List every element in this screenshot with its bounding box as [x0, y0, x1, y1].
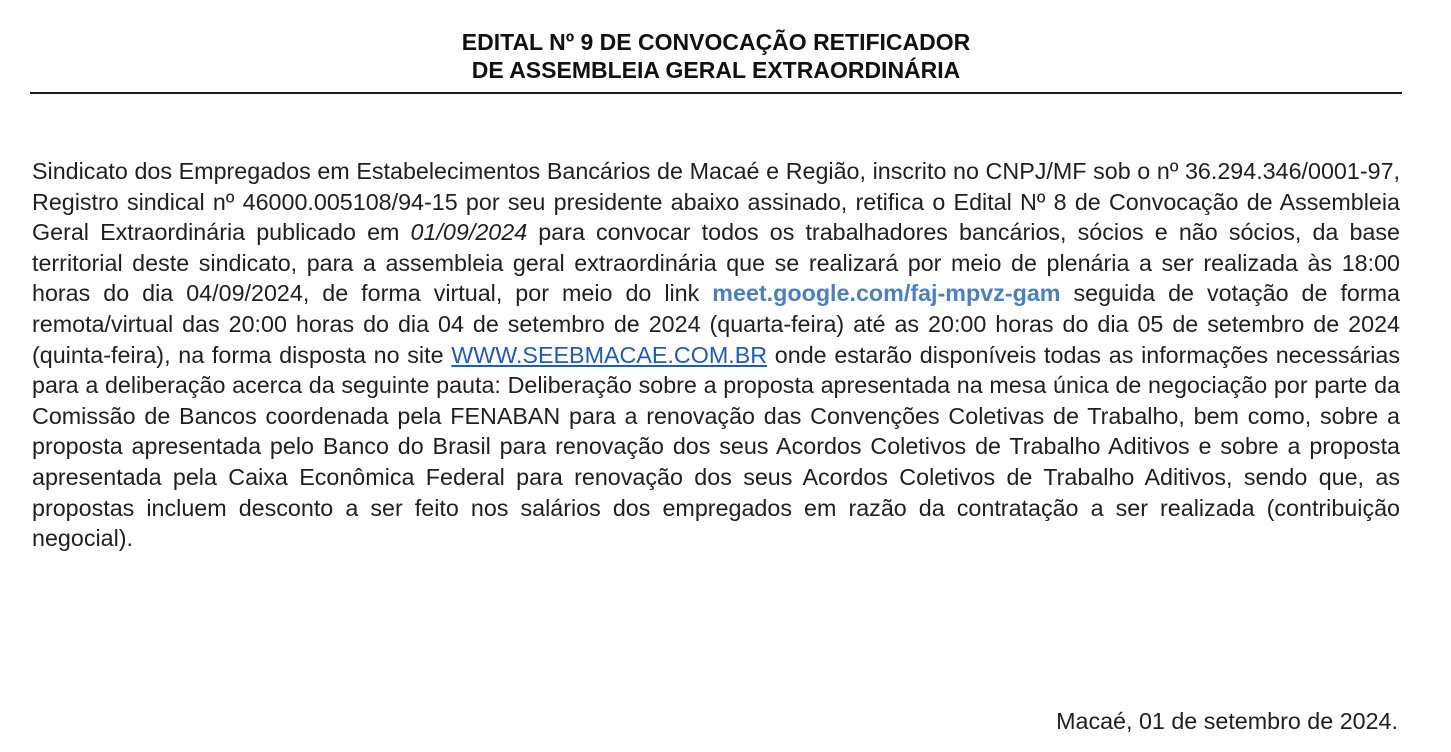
- title-divider: [30, 92, 1402, 94]
- title-line-2: DE ASSEMBLEIA GERAL EXTRAORDINÁRIA: [471, 57, 961, 83]
- document-title: [30, 28, 1402, 84]
- body-segment-1: Sindicato dos Empregados em Estabelecimentos Bancários de Macaé e Região, inscrito no CNPJ/MF sob o nº 36.294.346/0001-97, Registro sindical nº 46000.005108/94-15 por seu presidente abaixo assinado, retifica o Edital Nº 8 de Convocação de Assembleia Geral Extraordinária publicado em: [32, 158, 1400, 246]
- title-line-1: EDITAL Nº 9 DE CONVOCAÇÃO RETIFICADOR: [461, 29, 971, 55]
- body-segment-3: seguida de votação de forma remota/virtual das 20:00 horas do dia 04 de setembro de 2024 (quarta-feira) até as 20:00 horas do dia 05 de setembro de 2024 (quinta-feira), na forma disposta no site: [32, 280, 1400, 368]
- body-segment-2: para convocar todos os trabalhadores bancários, sócios e não sócios, da base territorial deste sindicato, para a assembleia geral extraordinária que se realizará por meio de plenária a ser realizada às 18:00 horas do dia 04/09/2024, de forma virtual, por meio do link: [32, 219, 1400, 307]
- meet-link[interactable]: meet.google.com/faj-mpvz-gam: [712, 280, 1061, 307]
- site-link[interactable]: WWW.SEEBMACAE.COM.BR: [451, 341, 768, 368]
- place-date: Macaé, 01 de setembro de 2024.: [1056, 708, 1398, 734]
- body-segment-4: onde estarão disponíveis todas as informações necessárias para a deliberação acerca da seguinte pauta: Deliberação sobre a proposta apresentada na mesa única de negociação por parte da Comissão de Bancos coordenada pela FENABAN para a renovação das Convenções Coletivas de Trabalho, bem como, sobre a proposta apresentada pelo Banco do Brasil para renovação dos seus Acordos Coletivos de Trabalho Aditivos e sobre a proposta apresentada pela Caixa Econômica Federal para renovação dos seus Acordos Coletivos de Trabalho Aditivos, sendo que, as propostas incluem desconto a ser feito nos salários dos empregados em razão da contratação a ser realizada (contribuição negocial).: [32, 341, 1401, 552]
- body-paragraph: [32, 156, 1400, 554]
- published-date: 01/09/2024: [410, 219, 528, 246]
